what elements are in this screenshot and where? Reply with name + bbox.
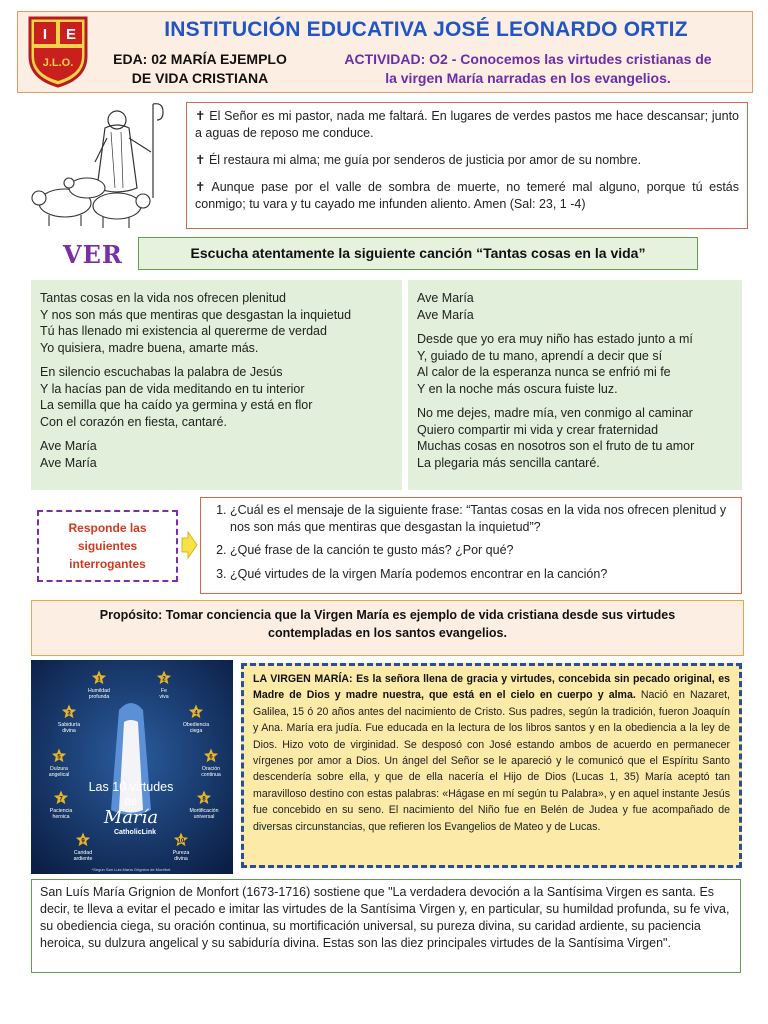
lyric-line: Ave María [417,291,474,305]
lyric-line: Tú has llenado mi existencia al quererme de verdad [40,324,327,338]
virtue-label: Obediencia [182,722,210,728]
virtue-label: heroica [52,814,70,820]
questions-box [200,497,742,594]
crest-letter-i: I [42,26,48,43]
virtue-label: Pureza [172,850,190,856]
virtue-label: divina [174,856,188,862]
virtue-label: Sabiduría [57,722,81,728]
virtue-label: profunda [88,694,110,700]
virtue-number: 8 [202,796,206,803]
lyric-line: No me dejes, madre mía, ven conmigo al caminar [417,406,693,420]
brand-name: CatholicLink [113,829,157,836]
lyric-line: Yo quisiera, madre buena, amarte más. [40,340,259,355]
virtue-number: 6 [209,754,213,761]
song-stanza [40,438,393,471]
virtue-label: continua [201,772,221,778]
school-crest-icon [26,16,90,88]
lyric-line: Y la hacías pan de vida meditando en tu interior [40,381,305,396]
lyric-line: Muchas cosas en nosotros son el fruto de tu amor [417,439,695,453]
purpose-line-2: contempladas en los santos evangelios. [268,626,507,640]
virtue-label: Dulzura [50,766,68,772]
arrow-right-icon [180,530,198,560]
song-stanza [40,364,393,430]
lyric-line: Y en la noche más oscura fuiste luz. [417,381,618,396]
lyric-line: La plegaria más sencilla cantaré. [417,455,600,470]
song-stanza [417,331,733,397]
question-item: 1. ¿Cuál es el mensaje de la siguiente frase: “Tantas cosas en la vida nos ofrecen plenitud y nos son más que mentiras que desgastan la inquietud”? [230,502,731,535]
virtue-label: Humildad [88,688,110,694]
virtue-number: 1 [97,676,101,683]
header-banner [17,11,753,93]
purpose-box [31,600,744,656]
crest-initials: J.L.O. [42,57,74,69]
virtue-number: 5 [57,754,61,761]
virtue-number: 3 [67,710,71,717]
lyric-line: Y nos son más que mentiras que desgastan la inquietud [40,307,352,322]
question-item: 3. ¿Qué virtudes de la virgen María podemos encontrar en la canción? [230,566,731,583]
lyric-line: Al calor de la esperanza nunca se enfrió mi fe [417,365,671,379]
crest-letter-e: E [65,26,77,43]
virtue-label: ardiente [73,856,93,862]
infographic-title-line-1: Las 10 virtudes [88,780,174,794]
song-lyrics-left [31,280,402,490]
activity-line-2: la virgen María narradas en los evangelios. [385,70,671,86]
song-stanza [417,405,733,471]
song-lyrics-right [408,280,742,490]
infographic-source: *Según San Luis María Grignion de Montfort [91,867,171,872]
virtue-label: universal [193,814,215,820]
lyric-line: En silencio escuchabas la palabra de Jesús [40,365,283,379]
lyric-line: Ave María [417,307,474,322]
virtue-label: ciega [189,728,203,734]
psalm-verse: ✝ Aunque pase por el valle de sombra de muerte, no temeré mal alguno, porque tú estás conmigo; tu vara y tu cayado me infunden aliento. Amen (Sal: 23, 1 -4) [195,180,739,211]
lyric-line: Ave María [40,439,97,453]
psalm-verse: ✝ El Señor es mi pastor, nada me faltará. En lugares de verdes pastos me hace descansar; junto a aguas de reposo me conduce. [195,109,739,140]
lyric-line: Ave María [40,455,97,470]
virgin-body: Nació en Nazaret, Galilea, 15 ó 20 años antes del nacimiento de Cristo. Sus padres, según la tradición, fueron Joaquín y Ana. María era judía. Fue educada en la lectura de los libros santos y en la obediencia a la ley de Dios. Hizo voto de virginidad. Se desposó con José estando ambos de acuerdo en permanecer vírgenes por amor a Dios. Un ángel del Señor se le apareció y le comunicó que el Espíritu Santo descendería sobre ella, y que de ella nacería el Hijo de Dios (Lucas 1, 35) María aceptó tan maravilloso destino con estas palabras: «Hágase en mí según tu Palabra», y en aquel instante Jesús fue concebido en su seno. El nacimiento del Niño fue en Belén de Judea y fue acompañado de diversas circunstancias, que refieren los Evangelios de Mateo y de Lucas. [253,689,730,833]
activity-title [318,50,738,88]
psalm-verse: ✝ Él restaura mi alma; me guía por senderos de justicia por amor de su nombre. [195,153,642,167]
good-shepherd-illustration [25,98,175,233]
virgin-mary-description [241,663,742,868]
ten-virtues-of-mary-infographic [31,660,233,874]
song-instruction: Escucha atentamente la siguiente canción “Tantas cosas en la vida” [138,237,698,270]
infographic-title-line-2: de [124,796,138,808]
question-item: 2. ¿Qué frase de la canción te gusto más? ¿Por qué? [230,542,731,559]
virtue-number: 7 [59,796,63,803]
virtue-label: angelical [48,772,70,778]
montfort-quote-box: San Luís María Grignion de Monfort (1673-1716) sostiene que "La verdadera devoción a la Santísima Virgen es santa. Es decir, te lleva a evitar el pecado e imitar las virtudes de la Santísima Virgen y, en particular, su humildad profunda, su fe viva, su obediencia ciega, su oración continua, su mortificación universal, su pureza divina, su caridad ardiente, su paciencia heroica, su dulzura angelical y su sabiduría divina. Estas son las diez principales virtudes de la Santísima Virgen". [31,879,741,973]
virgin-lead: LA VIRGEN MARÍA [253,673,350,685]
song-stanza [40,290,393,356]
virtue-number: 10 [177,838,185,845]
infographic-title-line-3: María [103,807,159,828]
virtue-label: Paciencia [49,808,73,814]
school-name: INSTITUCIÓN EDUCATIVA JOSÉ LEONARDO ORTIZ [164,18,688,41]
virtue-number: 4 [194,710,198,717]
virgin-bold-definition: : Es la señora llena de gracia y virtudes, concebida sin pecado original, es Madre de Dios y madre nuestra, que está en el cielo en cuerpo y alma. [253,673,731,702]
psalm-box [186,102,748,229]
virtue-label: Oración [201,766,221,772]
lyric-line: La semilla que ha caído ya germina y está en flor [40,398,313,412]
eda-line-1: EDA: 02 MARÍA EJEMPLO [113,51,287,67]
lyric-line: Y, guiado de tu mano, aprendí a decir que sí [417,348,663,363]
virtue-label: Fe [160,688,168,694]
lyric-line: Con el corazón en fiesta, cantaré. [40,414,227,429]
ver-heading: VER [63,240,123,269]
virtue-label: viva [159,694,169,700]
virtue-number: 9 [81,838,85,845]
song-stanza [417,290,733,323]
virtue-label: Caridad [73,850,93,856]
eda-title [100,50,300,88]
virtue-label: divina [62,728,76,734]
purpose-line-1: Propósito: Tomar conciencia que la Virgen María es ejemplo de vida cristiana desde sus virtudes [99,608,676,622]
lyric-line: Quiero compartir mi vida y crear fraternidad [417,422,659,437]
lyric-line: Tantas cosas en la vida nos ofrecen plenitud [40,291,286,305]
lyric-line: Desde que yo era muy niño has estado junto a mí [417,332,693,346]
activity-line-1: ACTIVIDAD: O2 - Conocemos las virtudes cristianas de [344,51,712,67]
virtue-label: Mortificación [189,808,219,814]
eda-line-2: DE VIDA CRISTIANA [131,70,269,86]
respond-prompt: Responde las siguientes interrogantes [37,510,178,582]
virtue-number: 2 [162,676,166,683]
